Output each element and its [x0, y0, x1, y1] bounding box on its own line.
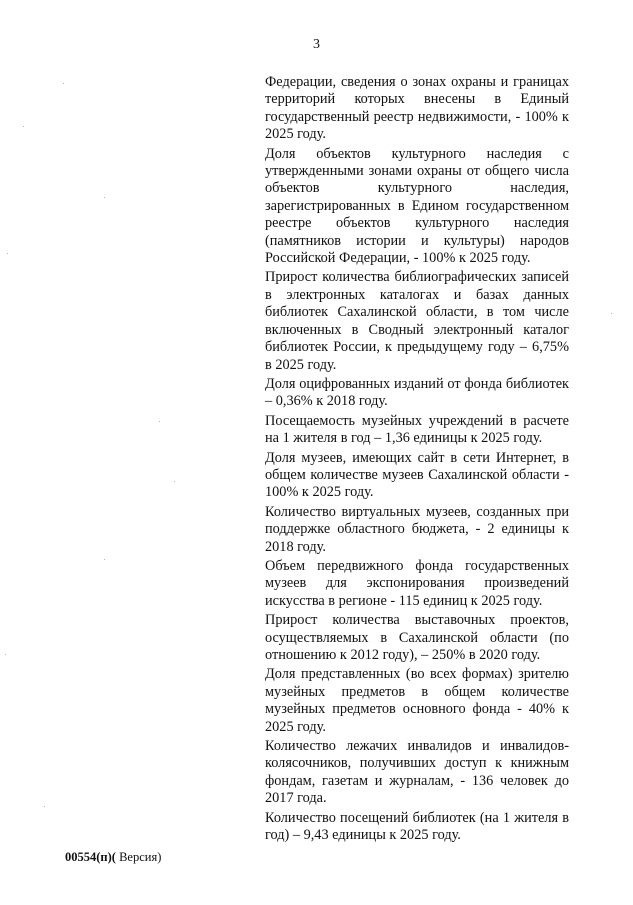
scan-speck — [63, 83, 64, 84]
scan-speck — [174, 481, 175, 482]
document-footer — [65, 850, 161, 865]
paragraph: Прирост количества выставочных проектов, осуществляемых в Сахалинской области (по отношению к 2012 году), – 250% в 2020 году. — [265, 612, 569, 663]
paragraph: Доля музеев, имеющих сайт в сети Интернет, в общем количестве музеев Сахалинской области - 100% к 2025 году. — [265, 449, 569, 501]
paragraph: Доля оцифрованных изданий от фонда библиотек – 0,36% к 2018 году. — [265, 375, 569, 410]
scan-speck — [5, 654, 6, 655]
scan-speck — [23, 126, 24, 127]
paragraph: Доля представленных (во всех формах) зрителю музейных предметов в общем количестве музейных предметов основного фонда - 40% к 2025 году. — [265, 666, 569, 735]
paragraph: Количество посещений библиотек (на 1 жителя в год) – 9,43 единицы к 2025 году. — [265, 809, 569, 844]
paragraph: Количество виртуальных музеев, созданных при поддержке областного бюджета, - 2 единицы к 2018 году. — [265, 503, 569, 555]
scan-speck — [104, 197, 105, 198]
page-number: 3 — [313, 37, 320, 52]
scan-speck — [159, 421, 160, 422]
paragraph: Доля объектов культурного наследия с утвержденными зонами охраны от общего числа объектов культурного наследия, зарегистрированных в Едином государственном реестре объектов культурного наследия (памятников истории и культуры) народов Российской Федерации, - 100% к 2025 году. — [265, 145, 569, 267]
version-label: Версия) — [115, 850, 162, 864]
paragraph: Объем передвижного фонда государственных музеев для экспонирования произведений искусства в регионе - 115 единиц к 2025 году. — [265, 557, 569, 609]
scan-speck — [7, 253, 8, 254]
scan-speck — [611, 313, 612, 314]
paragraph: Прирост количества библиографических записей в электронных каталогах и базах данных библиотек Сахалинской области, в том числе включенных в Сводный электронный каталог библиотек России, к предыдущему году – 6,75% в 2025 году. — [265, 269, 569, 373]
document-code: 00554(п)( — [65, 850, 116, 864]
scan-speck — [44, 806, 45, 807]
paragraph: Федерации, сведения о зонах охраны и границах территорий которых внесены в Единый государственный реестр недвижимости, - 100% к 2025 году. — [265, 74, 569, 143]
paragraph: Посещаемость музейных учреждений в расчете на 1 жителя в год – 1,36 единицы к 2025 году. — [265, 412, 569, 447]
paragraph: Количество лежачих инвалидов и инвалидов-колясочников, получивших доступ к книжным фондам, газетам и журналам, - 136 человек до 2017 года. — [265, 738, 569, 807]
scan-speck — [104, 559, 105, 560]
document-body — [265, 74, 569, 846]
